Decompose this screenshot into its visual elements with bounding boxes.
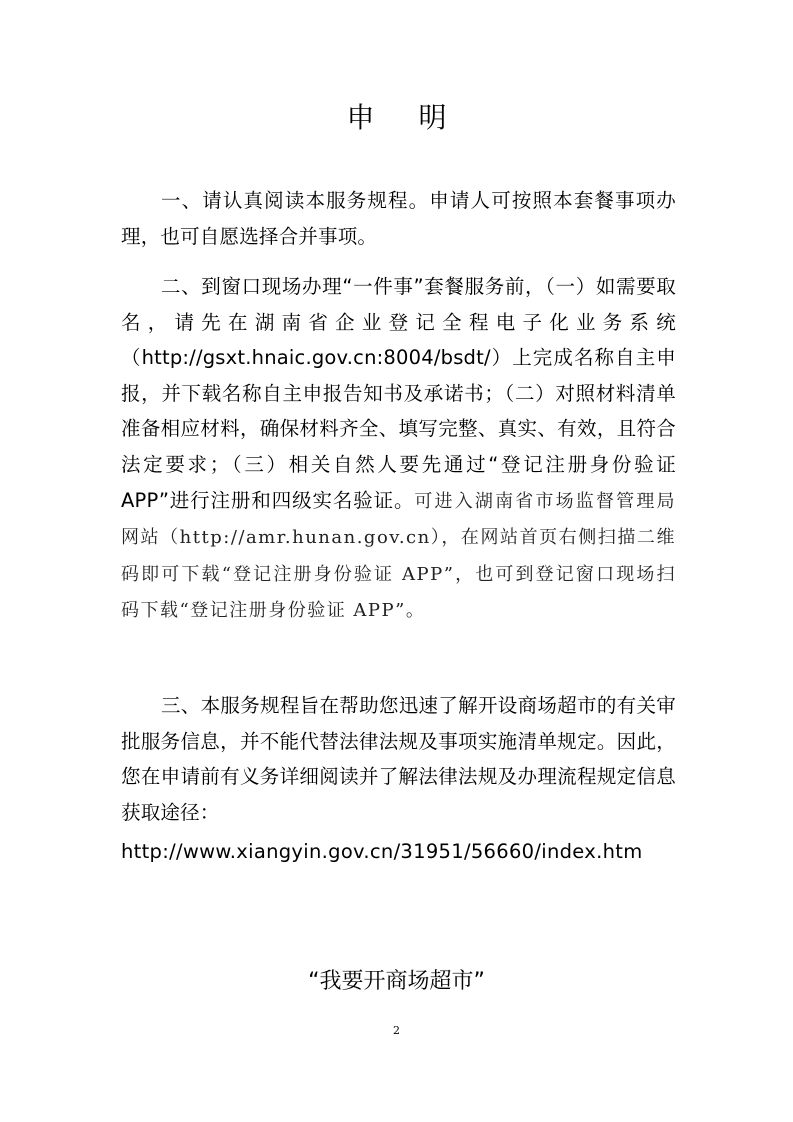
title-char-1: 申 — [346, 101, 375, 134]
page-title — [0, 98, 793, 138]
paragraph-1: 一、请认真阅读本服务规程。申请人可按照本套餐事项办理，也可自愿选择合并事项。 — [121, 189, 676, 248]
paragraph-3-block — [121, 688, 676, 830]
title-char-2: 明 — [418, 101, 447, 134]
paragraph-2-note: 可进入湖南省市场监督管理局网站（http://amr.hunan.gov.cn），在网站首页右侧扫描二维码即可下载“登记注册身份验证 APP”，也可到登记窗口现场扫码下载“登记注册身份验证 APP”。 — [121, 490, 677, 622]
info-url-link[interactable]: http://www.xiangyin.gov.cn/31951/56660/index.htm — [121, 840, 643, 863]
paragraph-3: 三、本服务规程旨在帮助您迅速了解开设商场超市的有关审批服务信息，并不能代替法律法规及事项实施清单规定。因此，您在申请前有义务详细阅读并了解法律法规及办理流程规定信息获取途径： — [121, 694, 676, 824]
paragraph-1-block — [121, 183, 676, 254]
paragraph-2-block — [121, 269, 676, 629]
paragraph-2-main: 二、到窗口现场办理“一件事”套餐服务前，（一）如需要取名，请先在湖南省企业登记全程电子化业务系统（http://gsxt.hnaic.gov.cn:8004/bsdt/）上完成名称自主申报，并下载名称自主申报告知书及承诺书；（二）对照材料清单准备相应材料，确保材料齐全、填写完整、真实、有效，且符合法定要求；（三）相关自然人要先通过“登记注册身份验证 APP”进行注册和四级实名验证。 — [121, 275, 676, 512]
section-heading: “我要开商场超市” — [308, 969, 485, 994]
page-number: 2 — [393, 1024, 400, 1037]
paragraph-2 — [121, 269, 676, 629]
